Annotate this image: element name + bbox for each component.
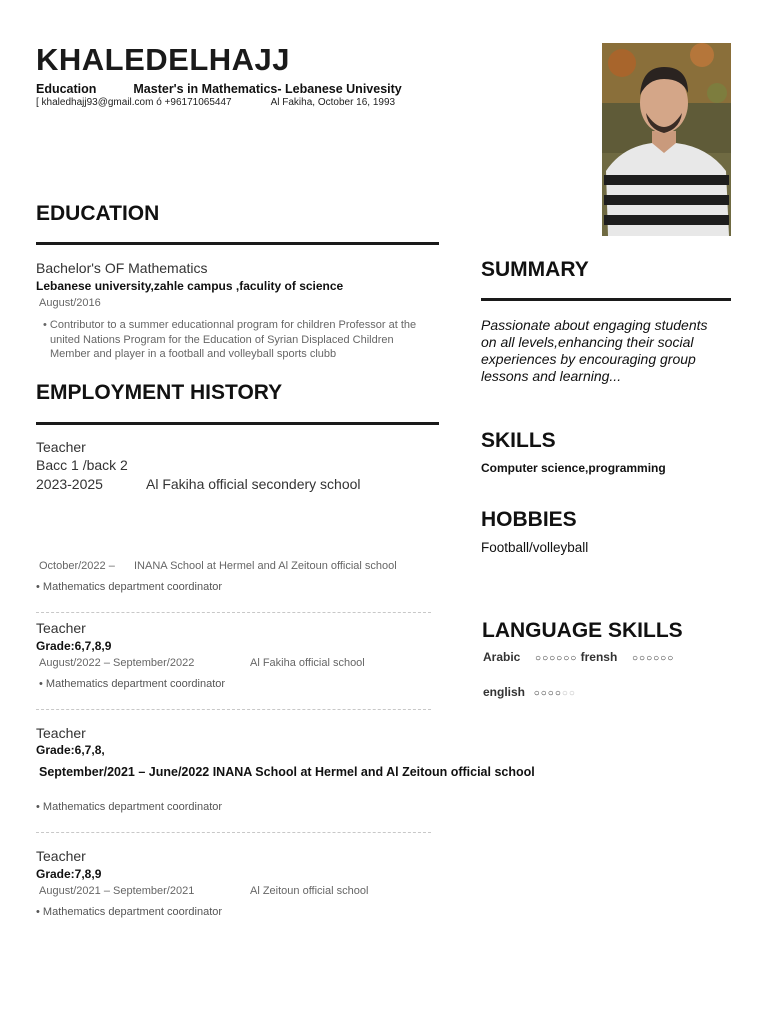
language-row-arabic — [483, 650, 674, 664]
arabic-rating: ○○○○○○ — [535, 653, 578, 664]
job2-date: October/2022 – — [39, 560, 115, 572]
job3-grades: Grade:6,7,8,9 — [36, 639, 112, 653]
job4-date-school: September/2021 – June/2022 INANA School at Hermel and Al Zeitoun official school — [39, 765, 535, 779]
divider — [36, 612, 431, 613]
job2-school: INANA School at Hermel and Al Zeitoun official school — [134, 560, 397, 572]
language-french: frensh — [580, 650, 618, 664]
language-title: LANGUAGE SKILLS — [482, 619, 683, 642]
language-row-english — [483, 685, 576, 699]
summary-text: Passionate about engaging students on all levels,enhancing their social experiences by encouraging group lessons and learning... — [481, 317, 708, 384]
job3-role: Teacher — [36, 620, 86, 636]
job2-bullet: • Mathematics department coordinator — [36, 581, 223, 593]
profile-photo — [602, 43, 731, 236]
language-arabic: Arabic — [483, 650, 521, 664]
job3-date: August/2022 – September/2022 — [39, 657, 195, 669]
job5-school: Al Zeitoun official school — [250, 885, 369, 897]
education-degree: Bachelor's OF Mathematics — [36, 260, 208, 276]
french-rating: ○○○○○○ — [632, 653, 675, 664]
job5-role: Teacher — [36, 848, 86, 864]
job3-bullet: • Mathematics department coordinator — [39, 678, 226, 690]
education-bullet-text: • Contributor to a summer educationnal program for children Professor at the united Nations Program for the Education of Syrian Displaced Children Member and player in a football and volleyball sports clubb — [43, 319, 417, 360]
education-date: August/2016 — [39, 297, 101, 309]
email[interactable]: [ khaledhajj93@gmail.com — [36, 97, 154, 108]
employment-title: EMPLOYMENT HISTORY — [36, 381, 283, 404]
job3-school: Al Fakiha official school — [250, 657, 365, 669]
hobbies-text: Football/volleyball — [481, 540, 589, 555]
header-education-line — [36, 82, 402, 96]
candidate-name: KHALEDELHAJJ — [36, 42, 291, 77]
hobbies-title: HOBBIES — [481, 508, 577, 531]
education-bullet — [36, 318, 436, 362]
degree-headline: Master's in Mathematics- Lebanese Univesity — [133, 82, 402, 96]
summary-title: SUMMARY — [481, 258, 589, 281]
job1-years: 2023-2025 — [36, 476, 103, 492]
education-rule — [36, 242, 439, 245]
job5-grades: Grade:7,8,9 — [36, 867, 102, 881]
contact-line — [36, 97, 395, 108]
birth-info: Al Fakiha, October 16, 1993 — [270, 97, 396, 108]
phone[interactable]: ó +96171065447 — [156, 97, 232, 108]
job4-role: Teacher — [36, 725, 86, 741]
job5-bullet: • Mathematics department coordinator — [36, 906, 223, 918]
job1-role: Teacher — [36, 439, 86, 455]
job4-grades: Grade:6,7,8, — [36, 743, 105, 757]
divider — [36, 832, 431, 833]
job5-date: August/2021 – September/2021 — [39, 885, 195, 897]
employment-rule — [36, 422, 439, 425]
divider — [36, 709, 431, 710]
summary-rule — [481, 298, 731, 301]
skills-title: SKILLS — [481, 429, 556, 452]
skills-text: Computer science,programming — [481, 461, 666, 475]
english-rating-empty: ○○ — [561, 688, 576, 699]
job1-grades: Bacc 1 /back 2 — [36, 457, 128, 473]
education-title: EDUCATION — [36, 202, 160, 225]
english-rating: ○○○○ — [533, 688, 562, 699]
job4-bullet: • Mathematics department coordinator — [36, 801, 223, 813]
education-school: Lebanese university,zahle campus ,faculity of science — [36, 279, 344, 293]
education-label: Education — [36, 82, 97, 96]
job1-school: Al Fakiha official secondery school — [146, 476, 361, 492]
language-english: english — [483, 685, 526, 699]
